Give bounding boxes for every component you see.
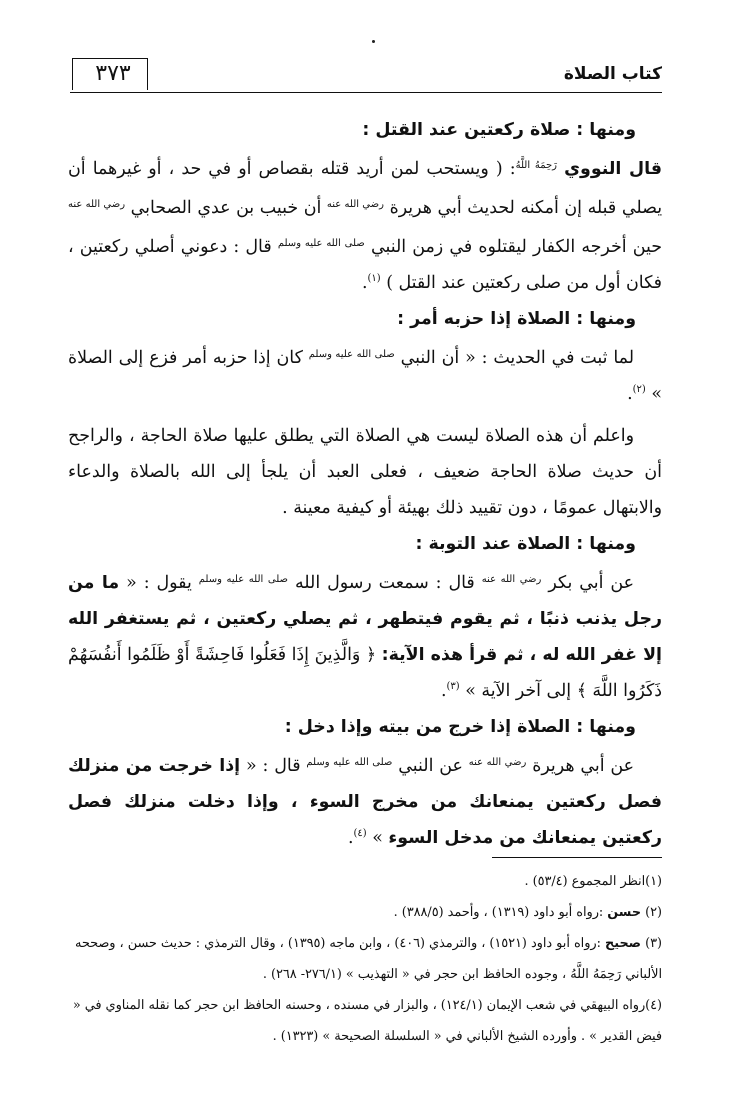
section-heading: ومنها : الصلاة إذا حزبه أمر : bbox=[397, 309, 636, 329]
paragraph: واعلم أن هذه الصلاة ليست هي الصلاة التي يطلق عليها صلاة الحاجة ، والراجح أن حديث صلاة الحاجة ضعيف ، فعلى العبد أن يلجأ إلى الله بالصلاة والدعاء والابتهال عمومًا ، دون تقييد ذلك بهيئة أو كيفية معينة . bbox=[68, 426, 662, 518]
footnote bbox=[68, 897, 662, 928]
honorific: رَحِمَهُ اللَّهُ bbox=[515, 160, 557, 171]
book-title: كتاب الصلاة bbox=[563, 64, 662, 84]
hadith-text: إذا خرجت من منزلك فصل ركعتين يمنعانك من مخرج السوء ، وإذا دخلت منزلك فصل ركعتين يمنعانك من مدخل السوء bbox=[68, 756, 662, 848]
footnote bbox=[68, 928, 662, 990]
honorific: رضي الله عنه bbox=[481, 574, 542, 585]
honorific: رضي الله عنه bbox=[326, 199, 384, 210]
footnote-separator bbox=[492, 857, 662, 858]
paragraph: عن أبي هريرة $^{رضي الله عنه}$ عن النبي $^{صلى الله عليه وسلم}$ قال : « إذا خرجت من منزلك فصل ركعتين يمنعانك من مخرج السوء ، وإذا دخلت منزلك فصل ركعتين يمنعانك من مدخل السوء » $^{(٤)}$. bbox=[68, 756, 662, 848]
section-heading: ومنها : صلاة ركعتين عند القتل : bbox=[362, 120, 636, 140]
honorific: رضي الله عنه bbox=[468, 757, 527, 768]
paragraph: قال النووي $^{رَحِمَهُ اللَّهُ}$: ( ويستحب لمن أريد قتله بقصاص أو في حد ، أو غيرهما أن يصلي قبله إن أمكنه لحديث أبي هريرة $^{رضي الله عنه}$ أن خبيب بن عدي الصحابي $^{رضي الله عنه}$ حين أخرجه الكفار ليقتلوه في زمن النبي $^{صلى الله عليه وسلم}$ قال : دعوني أصلي ركعتين ، فكان أول من صلى ركعتين عند القتل ) $^{(١)}$. bbox=[68, 159, 663, 293]
section-heading: ومنها : الصلاة إذا خرج من بيته وإذا دخل : bbox=[284, 717, 636, 737]
honorific: رضي الله عنه bbox=[68, 199, 126, 210]
text: لما ثبت في الحديث : « أن النبي bbox=[400, 348, 634, 368]
footnote-number: (٢) bbox=[645, 905, 662, 920]
footnote-ref: (٢) bbox=[632, 384, 646, 395]
footnote-ref: (٤) bbox=[353, 828, 367, 839]
page-mark bbox=[372, 40, 375, 43]
footnote-ref: (١) bbox=[367, 273, 381, 284]
footnote-ref: (٣) bbox=[446, 681, 460, 692]
honorific: صلى الله عليه وسلم bbox=[308, 349, 395, 360]
hadith-grade: حسن bbox=[607, 905, 642, 920]
page-number: ٣٧٣ bbox=[95, 61, 131, 86]
footnotes bbox=[68, 866, 662, 1052]
text: إلى آخر الآية » bbox=[465, 681, 572, 701]
paragraph: عن أبي بكر $^{رضي الله عنه}$ قال : سمعت رسول الله $^{صلى الله عليه وسلم}$ يقول : « ما من رجل يذنب ذنبًا ، ثم يقوم فيتطهر ، ثم يصلي ركعتين ، ثم يستغفر الله إلا غفر الله له ، ثم قرأ هذه الآية: ﴿ وَالَّذِينَ إِذَا فَعَلُوا فَاحِشَةً أَوْ ظَلَمُوا أَنفُسَهُمْ ذَكَرُوا اللَّهَ ﴾ إلى آخر الآية » $^{(٣)}$. bbox=[68, 573, 662, 701]
text: يقول : « bbox=[126, 573, 192, 593]
honorific: صلى الله عليه وسلم bbox=[306, 757, 393, 768]
text: » bbox=[372, 828, 383, 848]
text: قال : دعوني أصلي ركعتين ، فكان أول من صلى ركعتين عند القتل ) bbox=[68, 237, 662, 293]
honorific: صلى الله عليه وسلم bbox=[198, 574, 288, 585]
text: : ( ويستحب لمن أريد قتله بقصاص أو في حد ، أو غيرهما أن يصلي قبله إن أمكنه لحديث أبي هريرة bbox=[68, 159, 663, 218]
footnote-text: :رواه أبو داود (١٥٢١) ، والترمذي (٤٠٦) ، وابن ماجه (١٣٩٥) ، وقال الترمذي : حديث حسن ، وصححه الألباني رَحِمَهُ اللَّهُ ، وجوده الحافظ ابن حجر في « التهذيب » (٢٧٦/١- ٢٦٨) . bbox=[75, 936, 662, 982]
author-name: قال النووي bbox=[564, 159, 662, 179]
footnote: (١)انظر المجموع (٥٣/٤) . bbox=[524, 874, 662, 889]
text: أن خبيب بن عدي الصحابي bbox=[130, 198, 322, 218]
hadith-grade: صحيح bbox=[605, 936, 642, 951]
footnote-text: :رواه أبو داود (١٣١٩) ، وأحمد (٣٨٨/٥) . bbox=[393, 905, 604, 920]
hadith-text: ما من رجل يذنب ذنبًا ، ثم يقوم فيتطهر ، ثم يصلي ركعتين ، ثم يستغفر الله إلا غفر الله له ، ثم قرأ هذه الآية: bbox=[68, 573, 662, 665]
quran-verse: ﴿ وَالَّذِينَ إِذَا فَعَلُوا فَاحِشَةً أَوْ ظَلَمُوا أَنفُسَهُمْ ذَكَرُوا اللَّهَ ﴾ bbox=[68, 645, 662, 701]
text: قال : سمعت رسول الله bbox=[294, 573, 475, 593]
footnote: (٤)رواه البيهقي في شعب الإيمان (١٢٤/١) ، والبزار في مسنده ، وحسنه الحافظ ابن حجر كما نقله المناوي في « فيض القدير » . وأورده الشيخ الألباني في « السلسلة الصحيحة » (١٣٢٣) . bbox=[72, 998, 662, 1044]
text: عن أبي بكر bbox=[548, 573, 635, 593]
text: عن النبي bbox=[398, 756, 463, 776]
page-number-box bbox=[72, 58, 148, 90]
footnote-number: (٣) bbox=[645, 936, 662, 951]
honorific: صلى الله عليه وسلم bbox=[277, 238, 365, 249]
section-heading: ومنها : الصلاة عند التوبة : bbox=[415, 534, 636, 554]
text: قال : « bbox=[246, 756, 301, 776]
text: حين أخرجه الكفار ليقتلوه في زمن النبي bbox=[370, 237, 663, 257]
paragraph: لما ثبت في الحديث : « أن النبي $^{صلى الله عليه وسلم}$ كان إذا حزبه أمر فزع إلى الصلاة » $^{(٢)}$. bbox=[68, 348, 662, 404]
page-header bbox=[70, 56, 662, 93]
text: عن أبي هريرة bbox=[532, 756, 635, 776]
text: كان إذا حزبه أمر فزع إلى الصلاة » bbox=[68, 348, 662, 404]
page-body bbox=[68, 112, 662, 856]
